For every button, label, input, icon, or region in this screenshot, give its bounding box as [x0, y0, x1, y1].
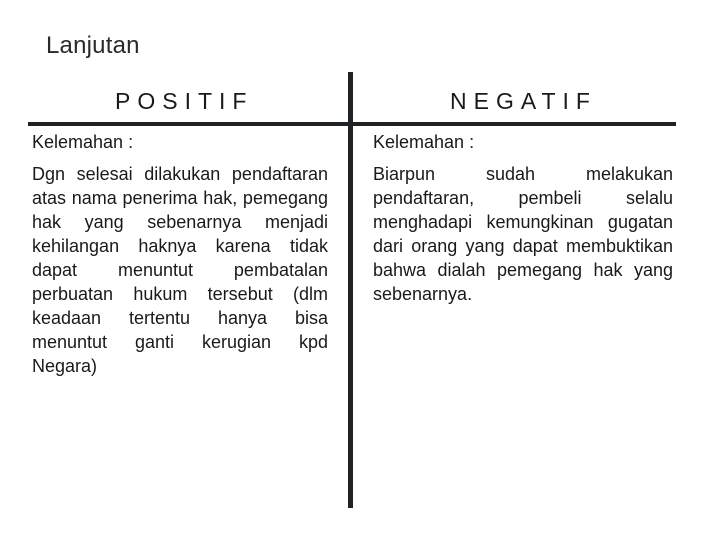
negative-column [373, 130, 673, 306]
positive-column [32, 130, 328, 378]
negative-body: Biarpun sudah melakukan pendaftaran, pembeli selalu menghadapi kemungkinan gugatan dari orang yang dapat membuktikan bahwa dialah pemegang hak yang sebenarnya. [373, 164, 673, 304]
negative-label: Kelemahan : [373, 132, 475, 152]
positive-body: Dgn selesai dilakukan pendaftaran atas nama penerima hak, pemegang hak yang sebenarnya menjadi kehilangan haknya karena tidak dapat menuntut pembatalan perbuatan hukum tersebut (dlm keadaan tertentu hanya bisa menuntut ganti kerugian kpd Negara) [32, 164, 328, 376]
negative-heading: NEGATIF [450, 88, 597, 114]
vertical-divider [348, 72, 353, 508]
positive-label: Kelemahan : [32, 132, 134, 152]
slide-title: Lanjutan [46, 32, 140, 59]
positive-heading: POSITIF [115, 88, 254, 114]
